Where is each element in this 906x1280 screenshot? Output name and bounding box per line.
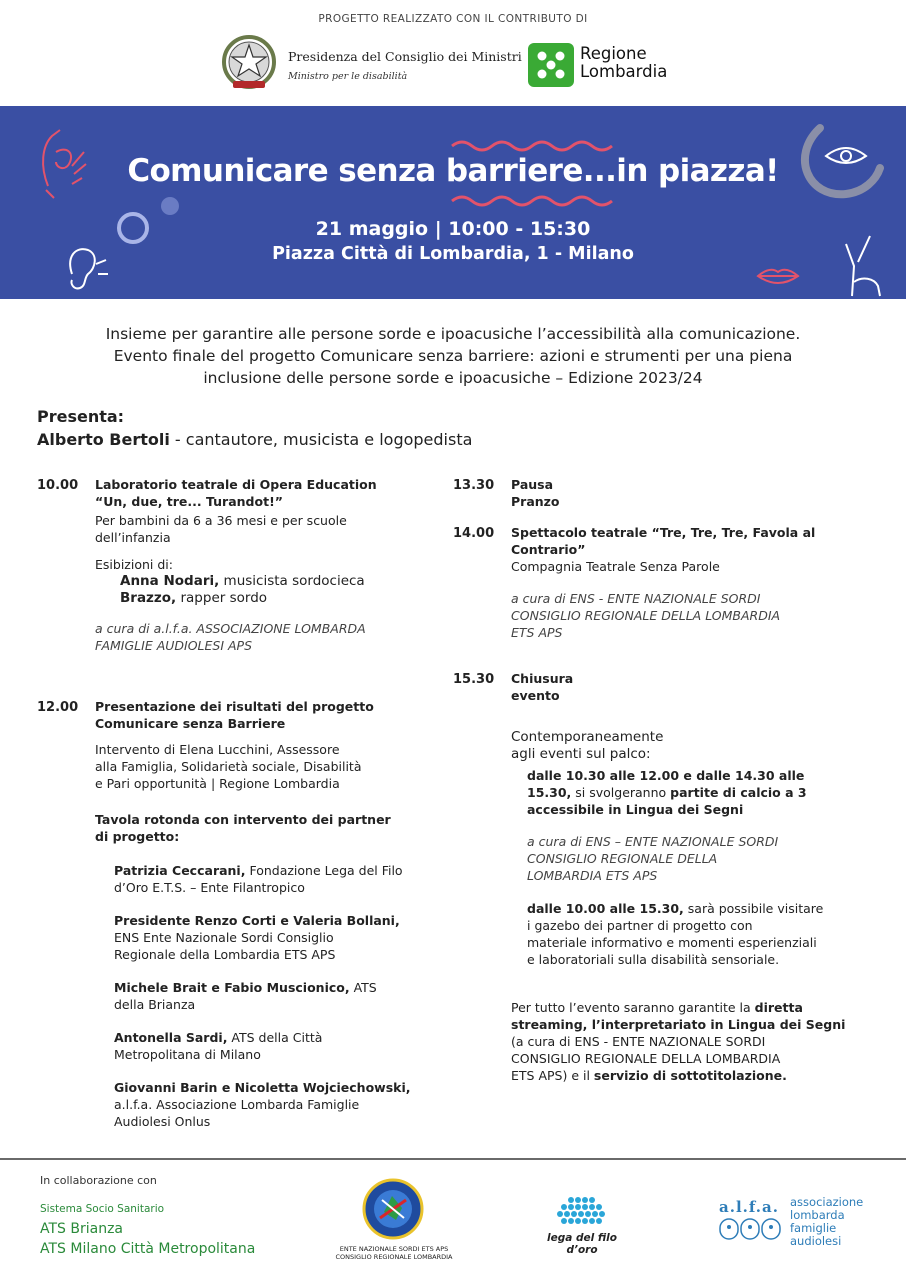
curated-by: a cura di ENS - ENTE NAZIONALE SORDI — [511, 591, 761, 606]
program-item-14 — [511, 524, 851, 641]
services-text: Per tutto l’evento saranno garantite la — [511, 1000, 755, 1015]
program-item-10 — [95, 476, 415, 654]
time-slot: 14.00 — [453, 526, 495, 541]
item-title: Comunicare senza Barriere — [95, 716, 286, 731]
item-title: Spettacolo teatrale “Tre, Tre, Tre, Favola al — [511, 525, 816, 540]
partner-entry — [95, 1079, 415, 1130]
performer-role: musicista sordocieca — [219, 573, 365, 589]
round-table-title: Tavola rotonda con intervento dei partner — [95, 812, 391, 827]
partner-entry — [95, 912, 415, 963]
football-line: dalle 10.30 alle 12.00 e dalle 14.30 alle — [527, 768, 805, 783]
time-slot: 15.30 — [453, 672, 495, 687]
football-block — [527, 767, 867, 884]
region-line-1: Regione — [580, 44, 647, 63]
partner-org: ENS Ente Nazionale Sordi Consiglio — [114, 930, 334, 945]
partner-org: Regionale della Lombardia ETS APS — [114, 947, 336, 962]
presenter-label: Presenta: — [37, 407, 125, 426]
company: Compagnia Teatrale Senza Parole — [511, 559, 720, 574]
banner-location: Piazza Città di Lombardia, 1 - Milano — [272, 244, 634, 264]
partner-entry — [95, 1029, 415, 1063]
partner-org: Metropolitana di Milano — [114, 1047, 261, 1062]
services-text: (a cura di ENS - ENTE NAZIONALE SORDI — [511, 1034, 766, 1049]
italian-republic-emblem-icon — [221, 33, 277, 93]
simultaneous-label: Contemporaneamente agli eventi sul palco: — [511, 729, 664, 762]
program-item-12 — [95, 698, 415, 1130]
performer — [95, 573, 415, 590]
region-line-2: Lombardia — [580, 62, 668, 81]
services-text: CONSIGLIO REGIONALE DELLA LOMBARDIA — [511, 1051, 781, 1066]
time-slot: 13.30 — [453, 478, 495, 493]
banner-title: Comunicare senza barriere...in piazza! — [127, 153, 779, 189]
services-highlight: streaming, l’interpretariato in Lingua dei Segni — [511, 1017, 846, 1032]
football-activity: partite di calcio a 3 — [670, 785, 807, 800]
lega-filo-oro-name: lega del filo d’oro — [547, 1232, 617, 1256]
curated-by: CONSIGLIO REGIONALE DELLA LOMBARDIA — [511, 608, 781, 623]
regione-lombardia-name — [580, 45, 667, 81]
partner-entry — [95, 862, 415, 896]
item-title: Contrario” — [511, 542, 586, 557]
intervention: Intervento di Elena Lucchini, Assessore — [95, 742, 340, 757]
ens-logo-icon — [362, 1178, 424, 1240]
football-text: si svolgeranno — [571, 785, 671, 800]
partner-org: a.l.f.a. Associazione Lombarda Famiglie — [114, 1097, 360, 1112]
collaboration-label: In collaborazione con — [40, 1174, 157, 1187]
exhibitions-label: Esibizioni di: — [95, 557, 173, 572]
performer-role: rapper sordo — [176, 590, 268, 606]
gazebo-block — [527, 900, 872, 968]
pcm-name: Presidenza del Consiglio dei Ministri — [288, 49, 522, 64]
partner-org: ATS — [349, 980, 377, 995]
presenter-role: - cantautore, musicista e logopedista — [169, 430, 473, 449]
ats-milano: ATS Milano Città Metropolitana — [40, 1241, 256, 1257]
lips-icon — [758, 270, 798, 283]
ats-brianza: ATS Brianza — [40, 1221, 124, 1237]
alfa-name: a.l.f.a. — [719, 1198, 779, 1216]
gazebo-text: sarà possibile visitare — [683, 901, 824, 916]
curated-by: a cura di a.l.f.a. ASSOCIAZIONE LOMBARDA — [95, 621, 366, 636]
banner-decoration — [0, 106, 906, 299]
item-desc: Per bambini da 6 a 36 mesi e per scuole — [95, 513, 347, 528]
presenter-name: Alberto Bertoli — [37, 430, 170, 449]
gazebo-text: materiale informativo e momenti esperienziali — [527, 935, 817, 950]
wave-top — [452, 142, 612, 150]
curated-by: FAMIGLIE AUDIOLESI APS — [95, 638, 253, 653]
pcm-subtitle: Ministro per le disabilità — [288, 71, 408, 82]
partner-name: Giovanni Barin e Nicoletta Wojciechowski, — [114, 1080, 411, 1095]
event-banner — [0, 106, 906, 299]
item-title: Chiusura evento — [511, 671, 574, 703]
item-title: Laboratorio teatrale di Opera Education — [95, 477, 377, 492]
sss-label: Sistema Socio Sanitario — [40, 1203, 165, 1215]
partner-name: Michele Brait e Fabio Muscionico, — [114, 980, 350, 995]
item-desc: dell’infanzia — [95, 530, 171, 545]
services-highlight: diretta — [754, 1000, 803, 1015]
partner-name: Antonella Sardi, — [114, 1030, 228, 1045]
football-time: 15.30, — [527, 785, 572, 800]
partner-name: Presidente Renzo Corti e Valeria Bollani, — [114, 913, 400, 928]
services-text: ETS APS) e il — [511, 1068, 594, 1083]
intro-text — [40, 323, 866, 389]
alfa-text: associazione — [790, 1195, 864, 1209]
wave-bottom — [452, 197, 612, 205]
ens-caption: CONSIGLIO REGIONALE LOMBARDIA — [335, 1253, 453, 1261]
partner-name: Patrizia Ceccarani, — [114, 863, 246, 878]
gazebo-time: dalle 10.00 alle 15.30, — [527, 901, 684, 916]
partner-entry — [95, 979, 415, 1013]
partner-org: Fondazione Lega del Filo — [245, 863, 403, 878]
item-subtitle: “Un, due, tre... Turandot!” — [95, 494, 283, 509]
partner-org: Audiolesi Onlus — [114, 1114, 211, 1129]
curated-by: CONSIGLIO REGIONALE DELLA — [527, 851, 718, 866]
intro-line: Evento finale del progetto Comunicare senza barriere: azioni e strumenti per una piena — [113, 347, 793, 365]
time-slot: 12.00 — [37, 700, 79, 715]
performer-name: Brazzo, — [120, 590, 177, 606]
item-title: Pausa Pranzo — [511, 477, 560, 509]
curated-by: LOMBARDIA ETS APS — [527, 868, 658, 883]
partner-org: ATS della Città — [227, 1030, 323, 1045]
intro-line: inclusione delle persone sorde e ipoacusiche – Edizione 2023/24 — [203, 369, 703, 387]
lega-filo-oro-logo-icon — [556, 1196, 606, 1228]
services-block — [511, 999, 856, 1084]
performer-name: Anna Nodari, — [120, 573, 220, 589]
footer-divider — [0, 1158, 906, 1160]
services-highlight: servizio di sottotitolazione. — [593, 1068, 787, 1083]
partner-org: d’Oro E.T.S. – Ente Filantropico — [114, 880, 305, 895]
partner-org: della Brianza — [114, 997, 196, 1012]
intervention: alla Famiglia, Solidarietà sociale, Disabilità — [95, 759, 362, 774]
round-table-title: di progetto: — [95, 829, 180, 844]
football-line: accessibile in Lingua dei Segni — [527, 802, 744, 817]
presenter-line — [37, 428, 472, 451]
alfa-faces-icon — [719, 1217, 781, 1241]
alfa-text: audiolesi — [790, 1234, 842, 1248]
banner-date-time: 21 maggio | 10:00 - 15:30 — [315, 218, 591, 240]
item-title: Presentazione dei risultati del progetto — [95, 699, 374, 714]
intro-line: Insieme per garantire alle persone sorde e ipoacusiche l’accessibilità alla comunicazione. — [105, 325, 801, 343]
alfa-text: famiglie — [790, 1221, 837, 1235]
time-slot: 10.00 — [37, 478, 79, 493]
performer — [95, 590, 415, 607]
regione-lombardia-logo-icon — [528, 43, 574, 87]
gazebo-text: i gazebo dei partner di progetto con — [527, 918, 753, 933]
dot-icon — [161, 197, 179, 215]
curated-by: ETS APS — [511, 625, 563, 640]
intervention: e Pari opportunità | Regione Lombardia — [95, 776, 340, 791]
presenter-block — [37, 405, 472, 451]
alfa-text: lombarda — [790, 1208, 845, 1222]
ens-caption: ENTE NAZIONALE SORDI ETS APS — [339, 1245, 449, 1253]
gazebo-text: e laboratoriali sulla disabilità sensoriale. — [527, 952, 780, 967]
sponsor-caption: PROGETTO REALIZZATO CON IL CONTRIBUTO DI — [318, 13, 588, 25]
football-line — [527, 784, 867, 801]
curated-by: a cura di ENS – ENTE NAZIONALE SORDI — [527, 834, 779, 849]
